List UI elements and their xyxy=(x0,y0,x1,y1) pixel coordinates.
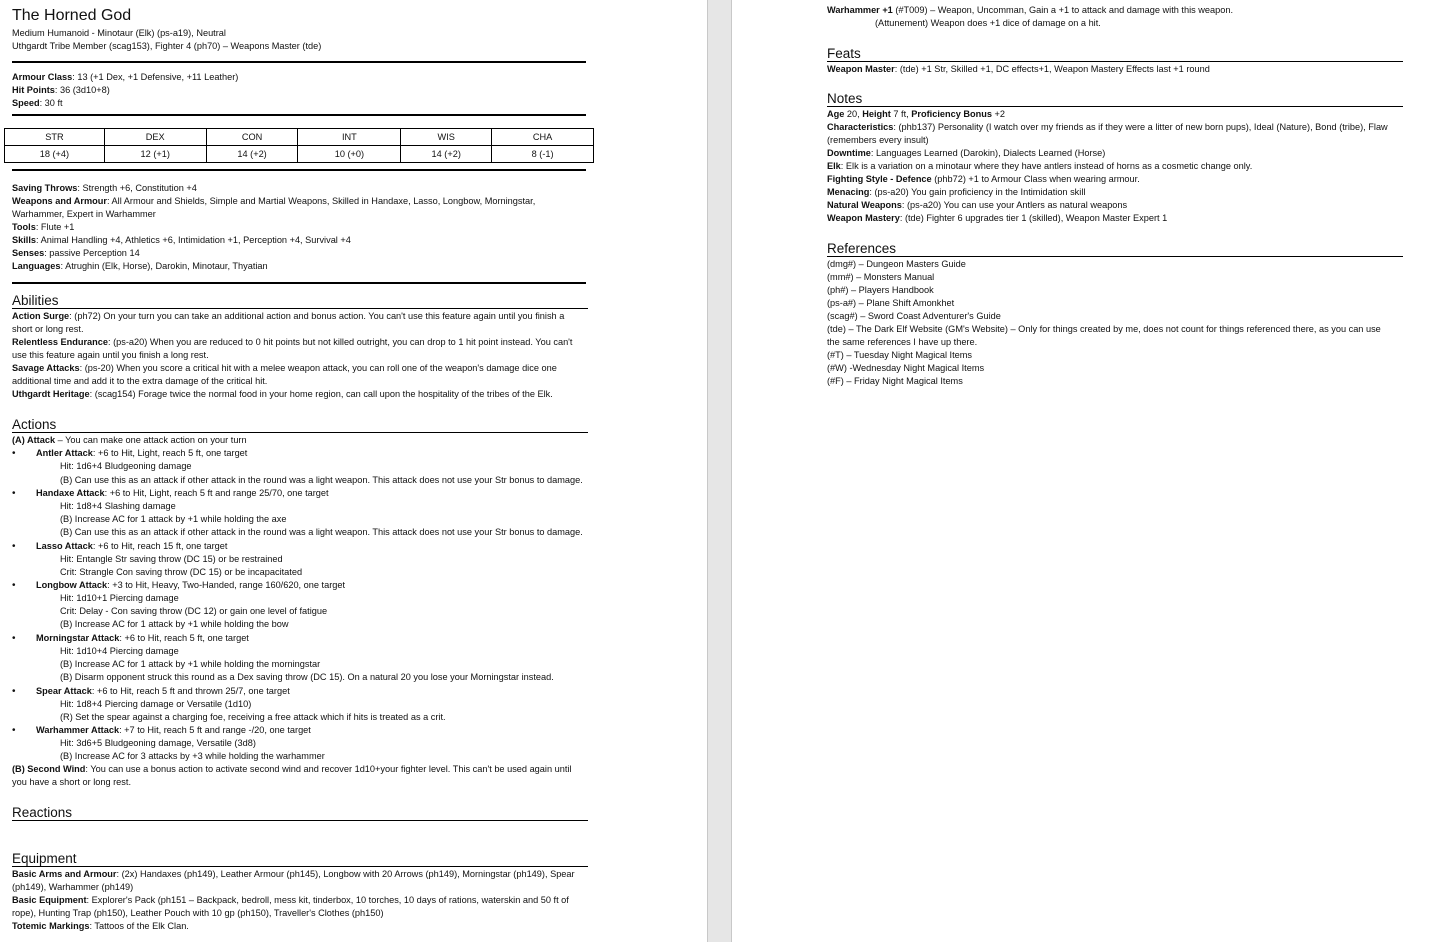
relentless-endurance: Relentless Endurance: (ps-a20) When you are reduced to 0 hit points but not killed outright, you can drop to 1 hit point instead. You can't xyxy=(12,337,573,347)
notes-heading: Notes xyxy=(827,91,863,106)
ability-score-table xyxy=(4,128,594,163)
heading-underline xyxy=(12,820,588,821)
ability-header-int: INT xyxy=(298,129,401,146)
bullet-icon: • xyxy=(12,541,16,552)
weapon-master-feat: Weapon Master: (tde) +1 Str, Skilled +1, DC effects+1, Weapon Mastery Effects last +1 round xyxy=(827,64,1210,74)
reference-item: (#T) – Tuesday Night Magical Items xyxy=(827,350,973,360)
second-wind-cont: you have a short or long rest. xyxy=(12,777,131,787)
savage-attacks-cont: additional time and add it to the extra damage of the critical hit. xyxy=(12,376,268,386)
character-name: The Horned God xyxy=(12,7,132,24)
page-gutter xyxy=(707,0,732,942)
handaxe-hit: Hit: 1d8+4 Slashing damage xyxy=(60,501,176,511)
warhammer-attack: Warhammer Attack: +7 to Hit, reach 5 ft and range -/20, one target xyxy=(36,725,311,735)
handaxe-bonus: (B) Can use this as an attack if other attack in the round was a light weapon. This attack does not use your Str bonus to damage. xyxy=(60,527,583,537)
heading-underline xyxy=(827,61,1403,62)
weapon-mastery: Weapon Mastery: (tde) Fighter 6 upgrades tier 1 (skilled), Weapon Master Expert 1 xyxy=(827,213,1168,223)
spear-attack: Spear Attack: +6 to Hit, reach 5 ft and thrown 25/7, one target xyxy=(36,686,290,696)
characteristics: Characteristics: (phb137) Personality (I watch over my friends as if they were a litter of new born pups), Ideal (Nature), Bond (tribe), Flaw xyxy=(827,122,1388,132)
spear-hit: Hit: 1d8+4 Piercing damage or Versatile (1d10) xyxy=(60,699,252,709)
longbow-attack: Longbow Attack: +3 to Hit, Heavy, Two-Handed, range 160/620, one target xyxy=(36,580,346,590)
reference-item: (#W) -Wednesday Night Magical Items xyxy=(827,363,985,373)
reference-item: (scag#) – Sword Coast Adventurer's Guide xyxy=(827,311,1001,321)
morningstar-disarm: (B) Disarm opponent struck this round as a Dex saving throw (DC 15). On a natural 20 you lose your Morningstar instead. xyxy=(60,672,554,682)
character-subtitle-class: Uthgardt Tribe Member (scag153), Fighter 4 (ph70) – Weapons Master (tde) xyxy=(12,41,322,51)
ability-value-dex: 12 (+1) xyxy=(104,146,206,163)
elk-note: Elk: Elk is a variation on a minotaur where they have antlers instead of horns as a cosmetic change only. xyxy=(827,161,1253,171)
magic-item-warhammer: Warhammer +1 (#T009) – Weapon, Uncomman, Gain a +1 to attack and damage with this weapon. xyxy=(827,5,1234,15)
basic-arms-armour-cont: (ph149), Warhammer (ph149) xyxy=(12,882,134,892)
longbow-ac: (B) Increase AC for 1 attack by +1 while holding the bow xyxy=(60,619,289,629)
reactions-heading: Reactions xyxy=(12,805,73,820)
heading-underline xyxy=(827,106,1403,107)
morningstar-ac: (B) Increase AC for 1 attack by +1 while holding the morningstar xyxy=(60,659,321,669)
savage-attacks: Savage Attacks: (ps-20) When you score a critical hit with a melee weapon attack, you can roll one of the weapon's damage dice one xyxy=(12,363,557,373)
ability-value-row xyxy=(5,146,594,163)
age-height-proficiency: Age 20, Height 7 ft, Proficiency Bonus +2 xyxy=(827,109,1005,119)
abilities-heading: Abilities xyxy=(12,293,59,308)
lasso-crit: Crit: Strangle Con saving throw (DC 15) or be incapacitated xyxy=(60,567,303,577)
morningstar-attack: Morningstar Attack: +6 to Hit, reach 5 ft, one target xyxy=(36,633,249,643)
languages: Languages: Atrughin (Elk, Horse), Darokin, Minotaur, Thyatian xyxy=(12,261,268,271)
references-heading: References xyxy=(827,241,897,256)
handaxe-attack: Handaxe Attack: +6 to Hit, Light, reach 5 ft and range 25/70, one target xyxy=(36,488,329,498)
armour-class: Armour Class: 13 (+1 Dex, +1 Defensive, +11 Leather) xyxy=(12,72,239,82)
totemic-markings: Totemic Markings: Tattoos of the Elk Clan. xyxy=(12,921,189,931)
ability-value-wis: 14 (+2) xyxy=(401,146,492,163)
tools: Tools: Flute +1 xyxy=(12,222,75,232)
reference-item: (ph#) – Players Handbook xyxy=(827,285,934,295)
ability-header-cha: CHA xyxy=(492,129,594,146)
handaxe-ac: (B) Increase AC for 1 attack by +1 while holding the axe xyxy=(60,514,287,524)
heading-underline xyxy=(12,866,588,867)
heading-underline xyxy=(827,256,1403,257)
second-wind: (B) Second Wind: You can use a bonus action to activate second wind and recover 1d10+your fighter level. This can't be used again until xyxy=(12,764,572,774)
reference-item-cont: the same references I have up there. xyxy=(827,337,978,347)
saving-throws: Saving Throws: Strength +6, Constitution +4 xyxy=(12,183,197,193)
spear-reaction: (R) Set the spear against a charging foe, receiving a free attack which if hits is treated as a crit. xyxy=(60,712,446,722)
hit-points: Hit Points: 36 (3d10+8) xyxy=(12,85,110,95)
longbow-hit: Hit: 1d10+1 Piercing damage xyxy=(60,593,179,603)
reference-item: (dmg#) – Dungeon Masters Guide xyxy=(827,259,966,269)
uthgardt-heritage: Uthgardt Heritage: (scag154) Forage twice the normal food in your home region, can call upon the hospitality of the tribes of the Elk. xyxy=(12,389,553,399)
basic-equipment: Basic Equipment: Explorer's Pack (ph151 – Backpack, bedroll, mess kit, tinderbox, 10 torches, 10 days of rations, waterskin and 50 ft of xyxy=(12,895,569,905)
relentless-endurance-cont: use this feature again until you finish a long rest. xyxy=(12,350,209,360)
ability-header-con: CON xyxy=(206,129,298,146)
reference-item: (mm#) – Monsters Manual xyxy=(827,272,935,282)
antler-bonus: (B) Can use this as an attack if other attack in the round was a light weapon. This attack does not use your Str bonus to damage. xyxy=(60,475,583,485)
basic-arms-armour: Basic Arms and Armour: (2x) Handaxes (ph149), Leather Armour (ph145), Longbow with 20 Arrows (ph149), Morningstar (ph149), Spear xyxy=(12,869,575,879)
senses: Senses: passive Perception 14 xyxy=(12,248,140,258)
antler-hit: Hit: 1d6+4 Bludgeoning damage xyxy=(60,461,192,471)
weapons-and-armour-cont: Warhammer, Expert in Warhammer xyxy=(12,209,156,219)
heading-underline xyxy=(12,432,588,433)
equipment-heading: Equipment xyxy=(12,851,77,866)
bullet-icon: • xyxy=(12,580,16,591)
reference-item: (ps-a#) – Plane Shift Amonkhet xyxy=(827,298,955,308)
divider xyxy=(12,61,586,63)
natural-weapons: Natural Weapons: (ps-a20) You can use your Antlers as natural weapons xyxy=(827,200,1128,210)
magic-item-attunement: (Attunement) Weapon does +1 dice of damage on a hit. xyxy=(875,18,1101,28)
weapons-and-armour: Weapons and Armour: All Armour and Shields, Simple and Martial Weapons, Skilled in Handaxe, Lasso, Longbow, Morningstar, xyxy=(12,196,536,206)
characteristics-cont: (remembers every insult) xyxy=(827,135,929,145)
divider xyxy=(12,169,586,171)
action-surge: Action Surge: (ph72) On your turn you can take an additional action and bonus action. You can't use this feature again until you finish a xyxy=(12,311,565,321)
downtime: Downtime: Languages Learned (Darokin), Dialects Learned (Horse) xyxy=(827,148,1106,158)
actions-heading: Actions xyxy=(12,417,57,432)
skills: Skills: Animal Handling +4, Athletics +6, Intimidation +1, Perception +4, Survival +4 xyxy=(12,235,351,245)
heading-underline xyxy=(12,308,588,309)
speed: Speed: 30 ft xyxy=(12,98,63,108)
menacing: Menacing: (ps-a20) You gain proficiency in the Intimidation skill xyxy=(827,187,1086,197)
action-surge-cont: short or long rest. xyxy=(12,324,84,334)
character-subtitle-race: Medium Humanoid - Minotaur (Elk) (ps-a19), Neutral xyxy=(12,28,226,38)
attack-action: (A) Attack – You can make one attack action on your turn xyxy=(12,435,247,445)
ability-header-wis: WIS xyxy=(401,129,492,146)
ability-value-int: 10 (+0) xyxy=(298,146,401,163)
warhammer-hit: Hit: 3d6+5 Bludgeoning damage, Versatile (3d8) xyxy=(60,738,256,748)
ability-header-dex: DEX xyxy=(104,129,206,146)
lasso-hit: Hit: Entangle Str saving throw (DC 15) or be restrained xyxy=(60,554,283,564)
document-page-left xyxy=(0,0,707,942)
basic-equipment-cont: rope), Hunting Trap (ph150), Leather Pouch with 10 gp (ph150), Traveller's Clothes (ph150) xyxy=(12,908,384,918)
ability-header-row xyxy=(5,129,594,146)
divider xyxy=(12,282,586,284)
ability-value-cha: 8 (-1) xyxy=(492,146,594,163)
ability-header-str: STR xyxy=(5,129,105,146)
divider xyxy=(12,114,586,116)
gutter-edge-left xyxy=(707,0,708,942)
feats-heading: Feats xyxy=(827,46,861,61)
longbow-crit: Crit: Delay - Con saving throw (DC 12) or gain one level of fatigue xyxy=(60,606,328,616)
ability-value-con: 14 (+2) xyxy=(206,146,298,163)
bullet-icon: • xyxy=(12,633,16,644)
bullet-icon: • xyxy=(12,725,16,736)
morningstar-hit: Hit: 1d10+4 Piercing damage xyxy=(60,646,179,656)
bullet-icon: • xyxy=(12,488,16,499)
reference-item: (tde) – The Dark Elf Website (GM's Website) – Only for things created by me, does not count for things referenced there, as you can use xyxy=(827,324,1381,334)
bullet-icon: • xyxy=(12,686,16,697)
antler-attack: Antler Attack: +6 to Hit, Light, reach 5 ft, one target xyxy=(36,448,248,458)
document-page-right xyxy=(732,0,1433,942)
lasso-attack: Lasso Attack: +6 to Hit, reach 15 ft, one target xyxy=(36,541,228,551)
warhammer-ac: (B) Increase AC for 3 attacks by +3 while holding the warhammer xyxy=(60,751,325,761)
ability-value-str: 18 (+4) xyxy=(5,146,105,163)
bullet-icon: • xyxy=(12,448,16,459)
fighting-style: Fighting Style - Defence (phb72) +1 to Armour Class when wearing armour. xyxy=(827,174,1140,184)
reference-item: (#F) – Friday Night Magical Items xyxy=(827,376,963,386)
